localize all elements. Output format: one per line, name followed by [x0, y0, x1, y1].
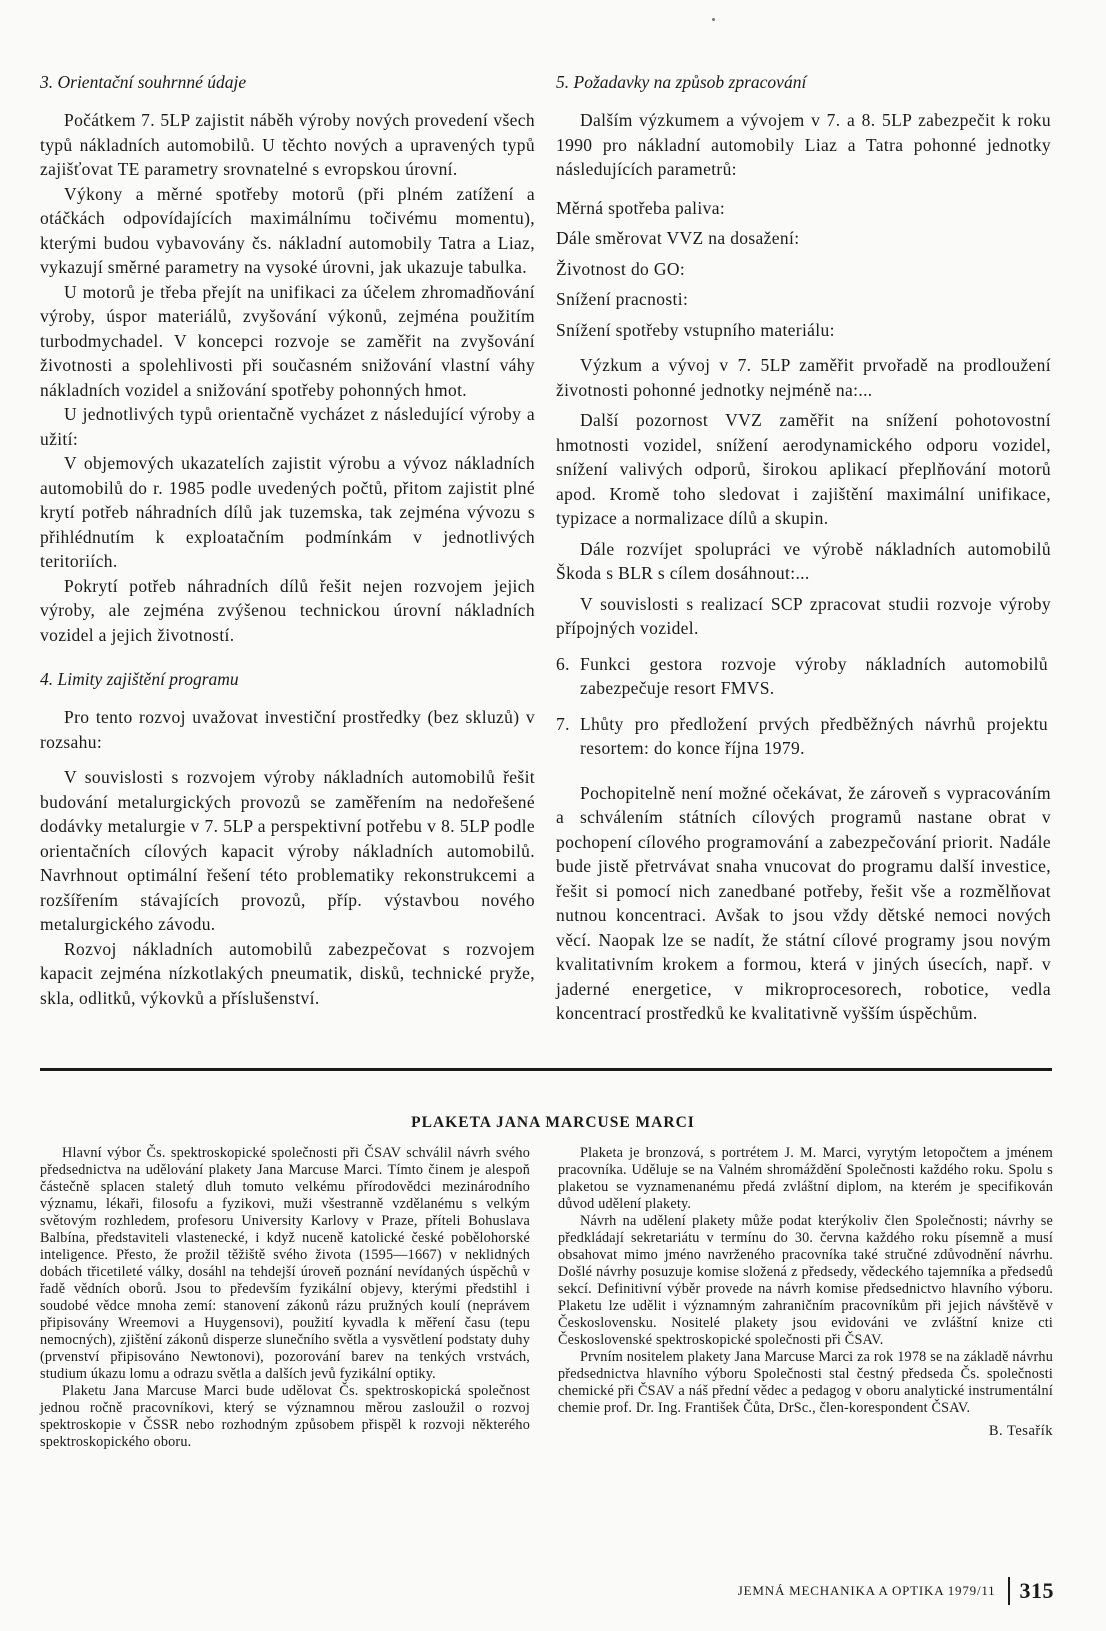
item-6	[556, 652, 1051, 701]
s5-lifetime: Životnost do GO:	[556, 258, 686, 279]
print-speck	[712, 18, 715, 21]
section-3-heading: 3. Orientační souhrnné údaje	[40, 72, 247, 92]
left-column	[40, 70, 535, 1010]
s5-paragraph-2: Výzkum a vývoj v 7. 5LP zaměřit prvořadě na prodloužení životnosti pohonné jednotky nejméně na:...	[556, 355, 1051, 400]
closing-paragraph: Pochopitelně není možné očekávat, že zároveň s vypracováním a schválením státních cílových programů nastane obrat v pochopení cílového programování a zabezpečování priorit. Nadále bude jistě přetrvávat snaha vnucovat do programu další investice, řešit si pomocí nich zanedbané potřeby, řešit vše a rozmělňovat nutnou koncentraci. Avšak to jsou vždy dětské nemoci nových věcí. Naopak lze se nadít, že státní cílové programy jsou novým kvalitativním krokem a formou, která v jiných úsecích, např. v jaderné energetice, v mikroprocesorech, robotice, vedla koncentrací prostředků ke kvalitativně vyšším úspěchům.	[556, 782, 1051, 1023]
s4-paragraph-1: Pro tento rozvoj uvažovat investiční prostředky (bez skluzů) v rozsahu:	[40, 707, 535, 752]
article-signature: B. Tesařík	[988, 1423, 1053, 1439]
s4-paragraph-3: Rozvoj nákladních automobilů zabezpečovat s rozvojem kapacit zejména nízkotlakých pneumatik, disků, technické pryže, skla, odlitků, výkovků a příslušenství.	[40, 938, 535, 1008]
s3-paragraph-5: V objemových ukazatelích zajistit výrobu a vývoz nákladních automobilů do r. 1985 podle uvedených počtů, přitom zajistit plné krytí potřeb náhradních dílů jak tuzemska, tak zejména vývozu s přihlédnutím k exploatačním podmínkám v jednotlivých teritoriích.	[40, 453, 535, 571]
journal-name: JEMNÁ MECHANIKA A OPTIKA 1979/11	[737, 1583, 996, 1598]
s3-paragraph-3: U motorů je třeba přejít na unifikaci za účelem zhromadňování výroby, úspor materiálů, zvyšování výkonů, zejména použitím turbodmychadel. V koncepci rozvoje se zaměřit na zvyšování životnosti a spolehlivosti při současném snižování vlastní váhy nákladních vozidel a snižování spotřeby pohonných hmot.	[40, 281, 535, 400]
article-paragraph-2: Plaketu Jana Marcuse Marci bude udělovat Čs. spektroskopická společnost jednou ročně pracovníkovi, který se významnou měrou zasloužil o rozvoj spektroskopie v ČSSR nebo rozhodným způsobem přispěl k rozvoji některého spektroskopického oboru.	[40, 1383, 530, 1450]
s3-paragraph-2: Výkony a měrné spotřeby motorů (při plném zatížení a otáčkách odpovídajících maximálnímu točivému momentu), kterými budou vybavovány čs. nákladní automobily Tatra a Liaz, vykazují směrné parametry na vysoké úrovni, jak ukazuje tabulka.	[40, 183, 535, 277]
s5-paragraph-3: Další pozornost VVZ zaměřit na snížení pohotovostní hmotnosti vozidel, snížení aerodynamického odporu vozidel, snížení valivých odporů, širokou aplikací přeplňování motorů apod. Kromě toho sledovat i zajištění maximální unifikace, typizace a normalizace dílů a skupin.	[556, 410, 1051, 528]
s5-paragraph-4: Dále rozvíjet spolupráci ve výrobě nákladních automobilů Škoda s BLR s cílem dosáhnout:...	[556, 538, 1051, 583]
s5-fuel-consumption: Měrná spotřeba paliva:	[556, 197, 726, 218]
article-right-column	[558, 1145, 1053, 1440]
right-column	[556, 70, 1051, 1026]
article-paragraph-1: Hlavní výbor Čs. spektroskopické společnosti při ČSAV schválil návrh svého předsednictva na udělování plakety Jana Marcuse Marci. Tímto činem je alespoň částečně splacen staletý dluh tomuto velkému přírodovědci mezinárodního významu, lékaři, filosofu a fyzikovi, muži všestranně vzdělanému s velkým světovým rozhledem, profesoru University Karlovy v Praze, příteli Bohuslava Balbína, představiteli vlastenecké, i když nuceně katolické české pobělohorské inteligence. Přesto, že prožil těžiště svého života (1595—1667) v neklidných dobách třicetileté války, dosáhl na tehdejší úroveň poznání nevídaných úspěchů v řadě vědních oborů. Jsou to především fyzikální objevy, kterými předstihl i soudobé vědce mnoha zemí: stanovení zákonů rázu pružných koulí (neprávem připisovány Wreemovi a Huygensovi), použití kyvadla k měření času (tepu nemocných), zjištění zákonů disperze slunečního světla a vysvětlení podstaty duhy (prvenství připisováno Newtonovi), pozorování barev na tenkých vrstvách, studium úkazu lomu a odrazu světla a dalších jevů fyzikální optiky.	[40, 1145, 530, 1382]
footer-separator	[1008, 1577, 1010, 1605]
article-paragraph-4: Návrh na udělení plakety může podat kterýkoliv člen Společnosti; návrhy se předkládají sekretariátu v termínu do 30. června každého roku písemně a musí obsahovat mimo jméno navrženého pracovníka také stručné zdůvodnění návrhu. Došlé návrhy posuzuje komise složená z předsedy, vědeckého tajemníka a předsedů sekcí. Definitivní výběr provede na návrh komise předsednictvo hlavního výboru. Plaketu lze udělit i významným zahraničním pracovníkům při jejich návštěvě v Československu. Nositelé plakety jsou evidováni ve zvláštní knize cti Československé spektroskopické společnosti při ČSAV.	[558, 1213, 1053, 1348]
item-7	[556, 712, 1051, 761]
section-4-heading: 4. Limity zajištění programu	[40, 669, 239, 689]
page-footer	[738, 1577, 1054, 1605]
item-7-text: Lhůty pro předložení prvých předběžných návrhů projektu resortem: do konce října 1979.	[580, 713, 1048, 758]
s5-labor-reduction: Snížení pracnosti:	[556, 289, 689, 309]
s5-material-reduction: Snížení spotřeby vstupního materiálu:	[556, 319, 835, 340]
s5-paragraph-1: Dalším výzkumem a vývojem v 7. a 8. 5LP zabezpečit k roku 1990 pro nákladní automobily Liaz a Tatra pohonné jednotky následujících parametrů:	[556, 110, 1051, 179]
item-7-number: 7.	[556, 713, 570, 734]
s3-paragraph-6: Pokrytí potřeb náhradních dílů řešit nejen rozvojem jejich výroby, ale zejména zvýšenou technickou úrovní nákladních vozidel a jejich životností.	[40, 575, 535, 645]
s3-paragraph-4: U jednotlivých typů orientačně vycházet z následující výroby a užití:	[40, 404, 535, 449]
article-paragraph-5: Prvním nositelem plakety Jana Marcuse Marci za rok 1978 se na základě návrhu předsednictva hlavního výboru Společnosti stal čestný předseda Čs. společnosti chemické při ČSAV a náš přední vědec a pedagog v oboru analytické instrumentální chemie prof. Dr. Ing. František Čůta, DrSc., člen-korespondent ČSAV.	[558, 1349, 1053, 1416]
article-title: PLAKETA JANA MARCUSE MARCI	[411, 1114, 695, 1131]
s3-paragraph-1: Počátkem 7. 5LP zajistit náběh výroby nových provedení všech typů nákladních automobilů. U těchto nových a upravených typů zajišťovat TE parametry srovnatelné s evropskou úrovní.	[40, 110, 535, 179]
section-5-heading: 5. Požadavky na způsob zpracování	[556, 72, 807, 92]
article-left-column	[40, 1145, 530, 1451]
page-number: 315	[1019, 1578, 1054, 1603]
s5-direct-vvz: Dále směrovat VVZ na dosažení:	[556, 228, 800, 248]
s5-paragraph-5: V souvislosti s realizací SCP zpracovat studii rozvoje výroby přípojných vozidel.	[556, 593, 1051, 638]
article-paragraph-3: Plaketa je bronzová, s portrétem J. M. Marci, vyrytým letopočtem a jménem pracovníka. Uděluje se na Valném shromáždění Společnosti každého roku. Spolu s plaketou se vyznamenanému předá zvláštní diplom, na kterém je specifikován důvod udělení plakety.	[558, 1145, 1053, 1212]
item-6-number: 6.	[556, 653, 570, 674]
item-6-text: Funkci gestora rozvoje výroby nákladních automobilů zabezpečuje resort FMVS.	[580, 653, 1048, 698]
section-divider	[40, 1068, 1052, 1071]
s4-paragraph-2: V souvislosti s rozvojem výroby nákladních automobilů řešit budování metalurgických provozů se zaměřením na nedořešené dodávky metalurgie v 7. 5LP a perspektivní potřebu v 8. 5LP podle orientačních cílových kapacit výroby nákladních automobilů. Navrhnout optimální řešení této problematiky rekonstrukcemi a rozšířením stávajících provozů, příp. výstavbou nového metalurgického závodu.	[40, 767, 535, 934]
